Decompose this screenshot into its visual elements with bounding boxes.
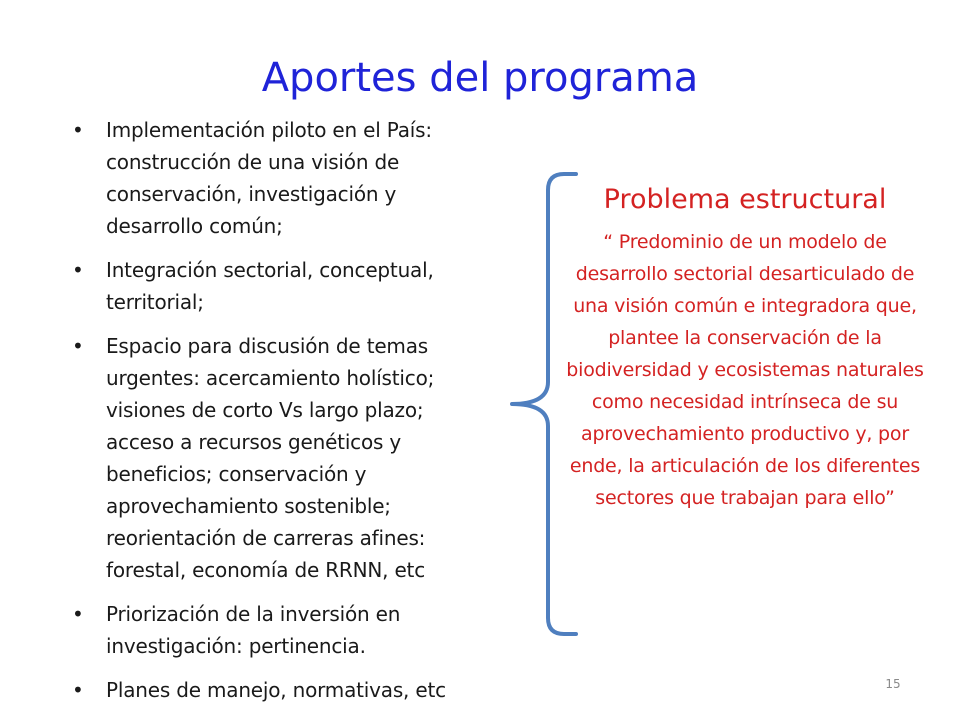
- bullet-text: Implementación piloto en el País: construcción de una visión de conservación, investigación y desarrollo común;: [106, 118, 432, 238]
- bullet-marker: •: [72, 258, 84, 282]
- problem-quote: “ Predominio de un modelo de desarrollo sectorial desarticulado de una visión común e integradora que, plantee la conservación de la biodiversidad y ecosistemas naturales como necesidad intrínseca de su aprovechamiento productivo y, por ende, la articulación de los diferentes sectores que trabajan para ello”: [566, 231, 924, 509]
- bullet-item: [72, 330, 492, 586]
- bullet-marker: •: [72, 678, 84, 702]
- bullet-text: Espacio para discusión de temas urgentes: acercamiento holístico; visiones de corto Vs largo plazo; acceso a recursos genéticos y beneficios; conservación y aprovechamiento sostenible; reorientación de carreras afines: forestal, economía de RRNN, etc: [106, 334, 435, 582]
- slide-title: Aportes del programa: [261, 55, 699, 101]
- bullet-item: [72, 114, 492, 242]
- bullet-text: Priorización de la inversión en investigación: pertinencia.: [106, 602, 401, 658]
- bullet-list: [72, 114, 492, 718]
- bullet-item: [72, 254, 492, 318]
- bullet-marker: •: [72, 602, 84, 626]
- problem-title: Problema estructural: [603, 184, 887, 215]
- bullet-marker: •: [72, 118, 84, 142]
- bullet-text: Planes de manejo, normativas, etc: [106, 678, 446, 702]
- page-number: 15: [885, 677, 901, 691]
- problem-box: [560, 180, 930, 514]
- bullet-text: Integración sectorial, conceptual, territorial;: [106, 258, 434, 314]
- bullet-marker: •: [72, 334, 84, 358]
- bullet-item: [72, 674, 492, 706]
- bullet-item: [72, 598, 492, 662]
